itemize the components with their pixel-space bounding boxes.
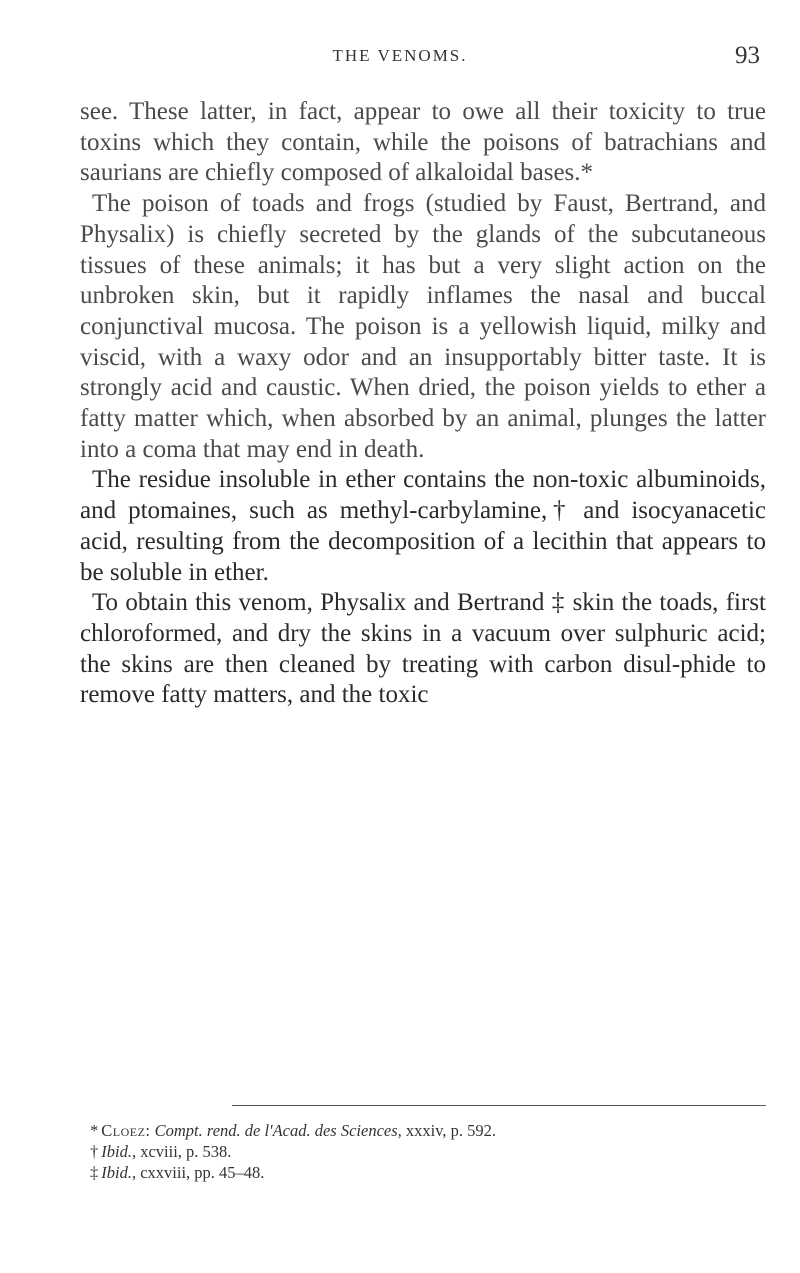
footnote-reference: xxxiv, p. 592. [405, 1121, 497, 1140]
paragraph-toad-poison: The poison of toads and frogs (studied by Faust, Bertrand, and Physalix) is chiefly secreted by the glands of the subcutaneous tissues of these animals; it has but a very slight action on the unbroken skin, but it rapidly inflames the nasal and buccal conjunctival mucosa. The poison is a yellowish liquid, milky and viscid, with a waxy odor and an insupportably bitter taste. It is strongly acid and caustic. When dried, the poison yields to ether a fatty matter which, when absorbed by an animal, plunges the latter into a coma that may end in death. [80, 190, 766, 463]
paragraph-obtaining-venom: To obtain this venom, Physalix and Bertrand ‡ skin the toads, first chloroformed, and dry the skins in a vacuum over sulphuric acid; the skins are then cleaned by treating with carbon disul-phide to remove fatty matters, and the toxic [80, 589, 766, 709]
footnote-reference: cxxviii, pp. 45–48. [140, 1163, 265, 1182]
paragraph-continuation: see. These latter, in fact, appear to owe all their toxicity to true toxins which they contain, while the poisons of batrachians and saurians are chiefly composed of alkaloidal bases.* [80, 98, 766, 187]
page-number: 93 [735, 42, 760, 69]
footnote-source-title: Ibid., [101, 1163, 137, 1182]
footnote-mark: † [90, 1142, 99, 1161]
footnote [90, 1120, 780, 1141]
footnote-source-title: Compt. rend. de l'Acad. des Sciences, [154, 1121, 402, 1140]
footnotes [90, 1120, 780, 1183]
running-title: THE VENOMS. [332, 46, 468, 65]
footnote [90, 1141, 780, 1162]
footnote-mark: * [90, 1121, 99, 1140]
footnote-source-title: Ibid., [101, 1142, 137, 1161]
body-text [80, 97, 766, 711]
running-head [0, 42, 800, 78]
footnote-author: Cloez: [101, 1121, 151, 1140]
footnote [90, 1162, 780, 1183]
footnote-reference: xcviii, p. 538. [140, 1142, 232, 1161]
footnote-mark: ‡ [90, 1163, 99, 1182]
paragraph-residue: The residue insoluble in ether contains the non-toxic albuminoids, and ptomaines, such as methyl-carbylamine,† and isocyanacetic acid, resulting from the decomposition of a lecithin that appears to be soluble in ether. [80, 466, 766, 586]
footnote-divider [232, 1105, 766, 1106]
